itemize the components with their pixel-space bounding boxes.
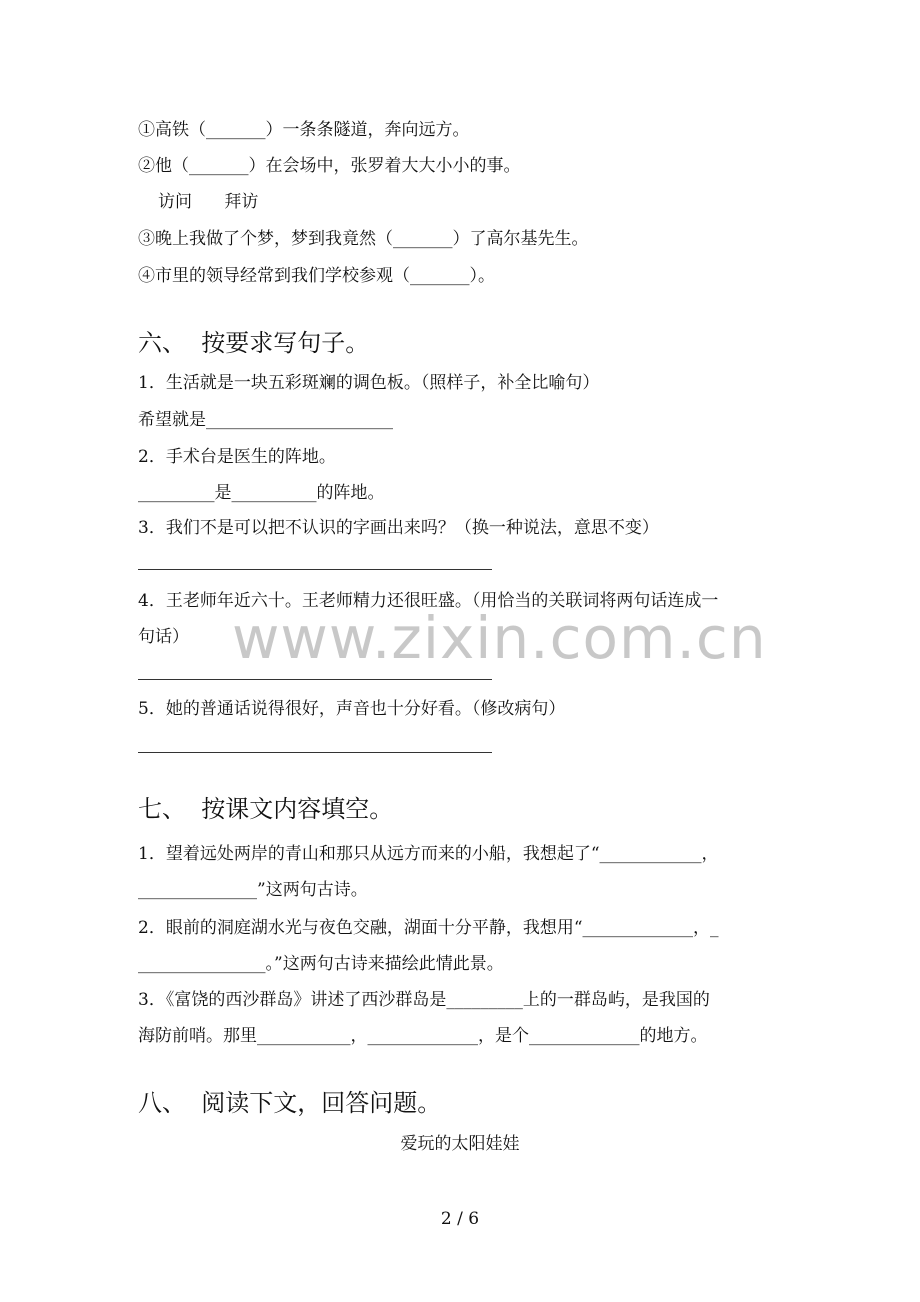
fill-blank-q2: ②他（_______）在会场中，张罗着大大小小的事。	[138, 156, 521, 176]
fill-blank-q4: ④市里的领导经常到我们学校参观（_______）。	[138, 266, 495, 286]
sentence-q2-answer: _________是__________的阵地。	[138, 483, 385, 503]
sentence-q1-answer: 希望就是______________________	[138, 410, 393, 430]
sentence-q3: 3．我们不是可以把不认识的字画出来吗？（换一种说法，意思不变）	[138, 518, 659, 538]
poem-q2-line2: _______________。”这两句古诗来描绘此情此景。	[138, 954, 504, 974]
fill-blank-q1: ①高铁（_______）一条条隧道，奔向远方。	[138, 120, 470, 140]
sentence-q5: 5．她的普通话说得很好，声音也十分好看。（修改病句）	[138, 699, 566, 719]
text-q3-line2: 海防前哨。那里___________，_____________，是个_____________的地方。	[138, 1026, 708, 1046]
poem-q2-line1: 2．眼前的洞庭湖水光与夜色交融，湖面十分平静，我想用“_____________，_	[138, 918, 719, 938]
sentence-q4-line1: 4．王老师年近六十。王老师精力还很旺盛。（用恰当的关联词将两句话连成一	[138, 591, 719, 611]
word-choices: 访问 拜访	[158, 192, 259, 212]
section-heading-7: 七、 按课文内容填空。	[138, 795, 394, 823]
fill-blank-q3: ③晚上我做了个梦，梦到我竟然（_______）了高尔基先生。	[138, 229, 589, 249]
page-number: 2 / 6	[440, 1209, 480, 1229]
watermark: www.zixin.com.cn	[232, 604, 767, 672]
sentence-q1: 1．生活就是一块五彩斑斓的调色板。（照样子，补全比喻句）	[138, 373, 600, 393]
section-heading-6: 六、 按要求写句子。	[138, 329, 370, 357]
text-q3-line1: 3．《富饶的西沙群岛》讲述了西沙群岛是_________上的一群岛屿，是我国的	[138, 990, 710, 1010]
section-heading-8: 八、 阅读下文，回答问题。	[138, 1089, 442, 1117]
sentence-q4-line2: 句话）	[138, 627, 189, 647]
poem-q1-line2: ______________”这两句古诗。	[138, 880, 368, 900]
sentence-q2: 2．手术台是医生的阵地。	[138, 447, 336, 467]
answer-line-q3	[138, 569, 492, 570]
answer-line-q4	[138, 679, 492, 680]
answer-line-q5	[138, 752, 492, 753]
poem-q1-line1: 1．望着远处两岸的青山和那只从远方而来的小船，我想起了“____________，	[138, 844, 719, 864]
passage-title: 爱玩的太阳娃娃	[400, 1134, 520, 1154]
